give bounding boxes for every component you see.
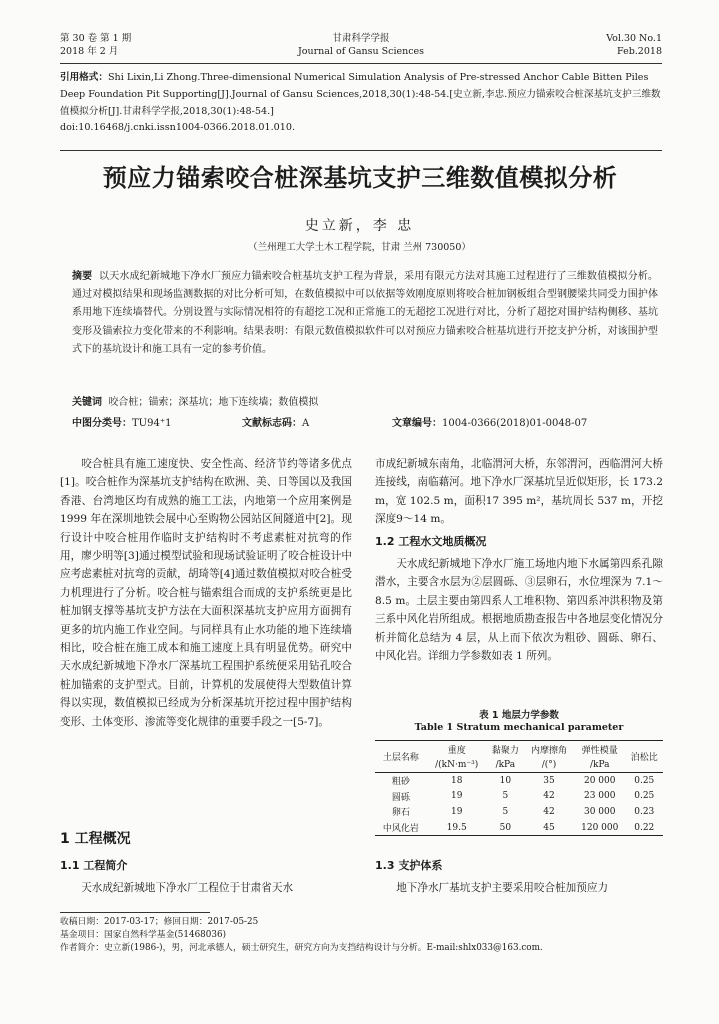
clc-value: TU94⁺1: [132, 418, 172, 429]
right-column: [375, 455, 663, 665]
keywords-label: 关键词: [72, 397, 102, 408]
doc-code-value: A: [302, 418, 310, 429]
table-cell: 10: [499, 775, 512, 786]
citation-divider: [60, 150, 662, 151]
footnote-fund: 基金项目：国家自然科学基金(51468036): [60, 929, 226, 940]
table-header: 黏聚力: [487, 741, 524, 758]
abstract-label: 摘要: [72, 271, 93, 282]
table-header: 弹性模量: [574, 741, 626, 758]
table-cell: 圆砾: [391, 792, 410, 803]
stratum-parameter-table: [375, 740, 663, 836]
table-cell: 5: [502, 806, 509, 817]
citation-block: [60, 70, 662, 137]
table-cell: 5: [502, 791, 509, 802]
keywords-text: 咬合桩；锚索；深基坑；地下连续墙；数值模拟: [108, 397, 319, 408]
header-volume: 第 30 卷 第 1 期 2018 年 2 月: [60, 33, 132, 57]
table-caption-en: Table 1 Stratum mechanical parameter: [414, 722, 624, 733]
table-cell: 120 000: [574, 820, 626, 836]
table-cell: 42: [543, 806, 555, 817]
table-cell: 45: [524, 820, 574, 836]
table-cell: 0.23: [634, 806, 655, 817]
table-cell: 粗砂: [391, 777, 410, 788]
footnote-received: 收稿日期：2017-03-17；修回日期：2017-05-25: [60, 917, 259, 927]
table-cell: 19: [450, 791, 463, 802]
classification-line: [72, 414, 672, 429]
paper-affiliation: （兰州理工大学土木工程学院，甘肃 兰州 730050）: [248, 242, 471, 253]
footnote-author: 作者简介：史立新(1986-)，男，河北承德人，硕士研究生，研究方向为支挡结构设计与分析。E-mail:shlx033@163.com.: [60, 942, 543, 953]
section-1-heading: 1 工程概况: [60, 831, 131, 847]
article-no-value: 1004-0366(2018)01-0048-07: [442, 418, 588, 429]
paper-title: 预应力锚索咬合桩深基坑支护三维数值模拟分析: [102, 164, 618, 192]
citation-text: Shi Lixin,Li Zhong.Three-dimensional Numerical Simulation Analysis of Pre-stressed Anchor Cable Bitten Piles Deep Foundation Pit Supporting[J].Journal of Gansu Sciences,2018,30(1):48-54.[史立新,李忠.预应力锚索咬合桩深基坑支护三维数值模拟分析[J].甘肃科学学报,2018,30(1):48-54.]: [60, 72, 661, 117]
table-cell: 卵石: [391, 808, 410, 819]
running-header: [60, 32, 662, 66]
table-cell: 19.5: [427, 820, 487, 836]
left-column: [60, 455, 352, 731]
table-cell: 0.25: [634, 791, 655, 802]
section-1-2-text: 天水成纪新城地下净水厂施工场地内地下水属第四系孔隙潜水，主要含水层为②层圆砾、③层卵石，水位埋深为 7.1～8.5 m。土层主要由第四系人工堆积物、第四系冲洪积物及第三系中风化岩所组成。根据地质勘查报告中各地层变化情况分析并简化总结为 4 层，从上而下依次为粗砂、圆砾、卵石、中风化岩。详细力学参数如表 1 所列。: [375, 558, 663, 663]
table-cell: 18: [450, 775, 463, 786]
table-header: 重度: [427, 741, 487, 758]
footnote: [60, 916, 660, 954]
table-row: [375, 773, 663, 789]
table-cell: 35: [543, 775, 555, 786]
footnote-divider: [60, 912, 210, 913]
table-cell: 中风化岩: [375, 820, 427, 836]
table-cell: 23 000: [583, 791, 616, 802]
citation-label: 引用格式：: [60, 72, 108, 83]
table-row: [375, 820, 663, 836]
keywords: [72, 393, 658, 408]
table-row: [375, 804, 663, 820]
table-header-unit: /(°): [524, 757, 574, 773]
table-cell: 0.22: [626, 820, 663, 836]
table-row: [375, 789, 663, 805]
abstract: [72, 268, 658, 359]
section-1-3-text: 地下净水厂基坑支护主要采用咬合桩加预应力: [396, 882, 609, 894]
table-cell: 0.25: [634, 775, 655, 786]
table-cell: 50: [487, 820, 524, 836]
citation-doi: doi:10.16468/j.cnki.issn1004-0366.2018.01.010.: [60, 122, 296, 134]
abstract-text: 以天水成纪新城地下净水厂预应力锚索咬合桩基坑支护工程为背景，采用有限元方法对其施工过程进行了三维数值模拟分析。通过对模拟结果和现场监测数据的对比分析可知，在数值模拟中可以依据等效刚度原则将咬合桩加钢板组合型钢腰梁共同受力围护体系用地下连续墙替代。分别设置与实际情况相符的有超挖工况和正常施工的无超挖工况进行对比，分析了超挖对围护结构侧移、基坑变形及锚索拉力变化带来的不利影响。结果表明：有限元数值模拟软件可以对预应力锚索咬合桩基坑进行开挖支护分析，对该围护型式下的基坑设计和施工具有一定的参考价值。: [72, 271, 659, 355]
article-no-label: 文章编号：: [392, 418, 442, 429]
table-header: 泊松比: [626, 741, 663, 773]
section-1-1-heading: 1.1 工程简介: [60, 859, 128, 872]
table-cell: 19: [450, 806, 463, 817]
table-cell: 20 000: [583, 775, 616, 786]
table-header-unit: /kPa: [487, 757, 524, 773]
header-issue: Vol.30 No.1 Feb.2018: [606, 33, 662, 57]
header-divider: [60, 63, 662, 64]
table-cell: 42: [543, 791, 555, 802]
section-1-3-heading: 1.3 支护体系: [375, 859, 443, 872]
table-cell: 30 000: [583, 806, 616, 817]
table-header-unit: /kPa: [574, 757, 626, 773]
table-header: 土层名称: [375, 741, 427, 773]
header-journal: 甘肃科学学报 Journal of Gansu Sciences: [297, 33, 425, 57]
table-caption-cn: 表 1 地层力学参数: [479, 710, 559, 721]
intro-paragraph: 咬合桩具有施工速度快、安全性高、经济节约等诸多优点[1]。咬合桩作为深基坑支护结构在欧洲、美、日等国以及我国香港、台湾地区均有成熟的施工工法，内地第一个应用案例是 1999 年在深圳地铁会展中心至购物公园站区间隧道中[2]。现行设计中咬合桩用作临时支护结构时不考虑素桩对抗弯的作用，廖少明等[3]通过模型试验和现场试验证明了咬合桩设计中应考虑素桩对抗弯的贡献，胡琦等[4]通过数值模拟对咬合桩受力机理进行了分析。咬合桩与锚索组合而成的支护系统更是比桩加钢支撑等基坑支护方法在大面积深基坑支护应用方面拥有更多的坑内施工作业空间。与同样具有止水功能的地下连续墙相比，咬合桩在施工成本和施工速度上具有明显优势。研究中天水成纪新城地下净水厂深基坑工程围护系统便采用钻孔咬合桩加锚索的支护型式。目前，计算机的发展使得大型数值计算得以实现，数值模拟已经成为分析深基坑开挖过程中围护结构变形、土体变形、渗流等变化规律的重要手段之一[5-7]。: [60, 458, 352, 728]
clc-label: 中图分类号：: [72, 418, 132, 429]
continued-paragraph: 市成纪新城东南角，北临渭河大桥，东邻渭河，西临渭河大桥连接线，南临藉河。地下净水厂深基坑呈近似矩形，长 173.2 m，宽 102.5 m，面积17 395 m²，基坑周长 537 m，开挖深度9～14 m。: [375, 458, 663, 526]
table-header-unit: /(kN·m⁻³): [427, 757, 487, 773]
doc-code-label: 文献标志码：: [242, 418, 302, 429]
section-1-1-text: 天水成纪新城地下净水厂工程位于甘肃省天水: [81, 882, 294, 894]
section-1-2-heading: 1.2 工程水文地质概况: [375, 534, 487, 548]
table-header: 内摩擦角: [524, 741, 574, 758]
paper-authors: 史立新，李 忠: [304, 218, 415, 234]
